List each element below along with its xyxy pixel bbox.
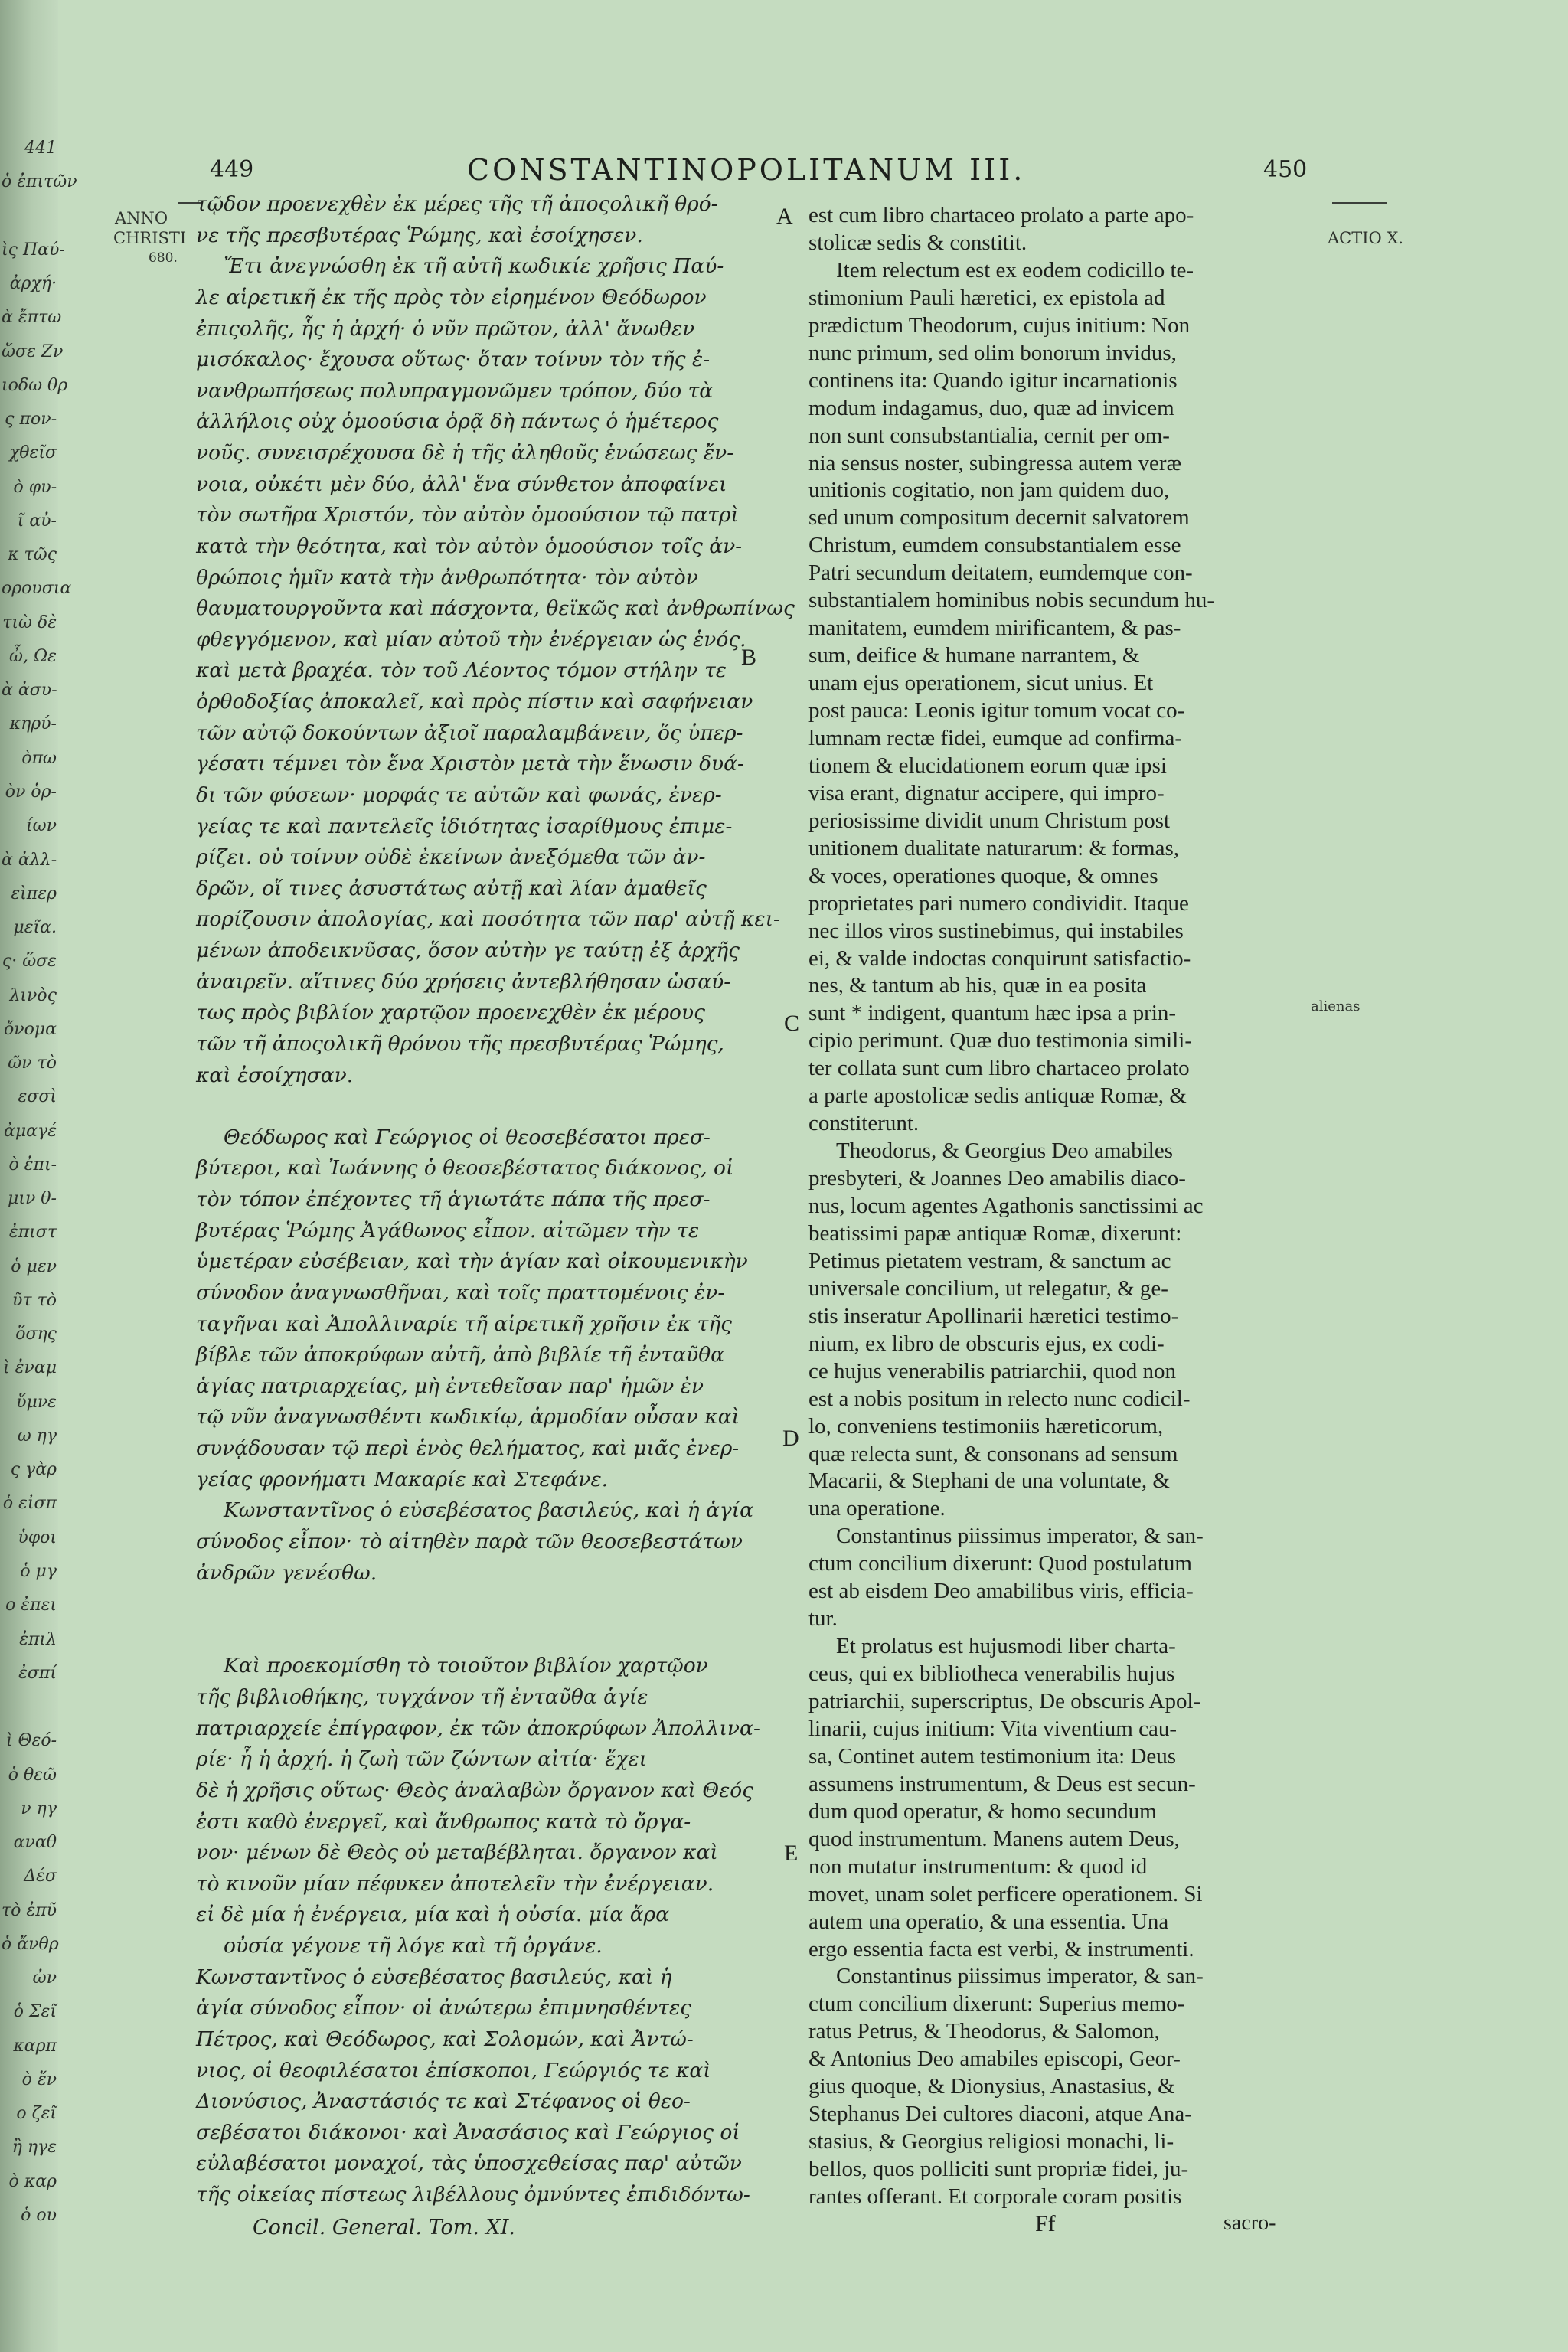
latin-line: stasius, & Georgius religiosi monachi, li- [808,2129,1174,2154]
latin-line: Item relectum est ex eodem codicillo te- [836,258,1194,283]
gutter-line: τιὼ δὲ [2,613,57,632]
gutter-line: λινὸς [9,986,57,1005]
greek-line: σύνοδος εἶπον· τὸ αἰτηθὲν παρὰ τῶν θεοσεβεστάτων [196,1530,743,1553]
gutter-line: ἐπιστ [8,1223,57,1242]
greek-line: εἰ δὲ μία ἡ ἐνέργεια, μία καὶ ἡ οὐσία. μία ἄρα [196,1903,670,1926]
greek-line: νοῦς. συνεισρέχουσα δὲ ἡ τῆς ἀληθοῦς ἑνώσεως ἔν- [196,441,734,465]
greek-line: βυτέρας Ῥώμης Ἀγάθωνος εἶπον. αἰτῶμεν τὴν τε [196,1219,700,1243]
greek-line: δὲ ἡ χρῆσις οὕτως· Θεὸς ἀναλαβὼν ὄργανον καὶ Θεός [196,1779,754,1802]
gutter-line: ν ηγ [21,1799,57,1818]
greek-line: σεβέσατοι διάκονοι· καὶ Ἀνασάσιος καὶ Γεώργιος οἱ [196,2121,740,2145]
gutter-line: ὁ μγ [20,1562,57,1581]
latin-line: visa erant, dignatur accipere, qui impro- [808,781,1165,805]
greek-line: ὀρθοδοξίας ἀποκαλεῖ, καὶ πρὸς πίστιν καὶ σαφήνειαν [196,690,753,714]
gutter-line: ὸπω [21,749,57,768]
latin-line: universale concilium, ut relegatur, & ge- [808,1276,1168,1301]
latin-line: nium, ex libro de obscuris ejus, ex codi- [808,1331,1165,1356]
greek-line: σύνοδον ἀναγνωσθῆναι, καὶ τοῖς πραττομένοις ἐν- [196,1281,725,1305]
latin-line: prædictum Theodorum, cujus initium: Non [808,313,1191,338]
section-letter-b: B [741,645,757,670]
greek-line: Διονύσιος, Ἀναστάσιός τε καὶ Στέφανος οἱ θεο- [196,2089,691,2113]
gutter-line: ὕμνε [16,1393,57,1412]
section-letter-d: D [782,1426,799,1451]
latin-line: quod instrumentum. Manens autem Deus, [808,1827,1180,1851]
greek-line: συνᾴδουσαν τῷ περὶ ἑνὸς θελήματος, καὶ μιᾶς ἐνερ- [196,1436,740,1460]
gutter-line: ίων [26,816,57,835]
gutter-line: ὰ ἀλλ- [2,851,57,870]
greek-line: ἀνδρῶν γενέσθω. [196,1561,377,1585]
latin-line: continens ita: Quando igitur incarnationis [808,368,1178,393]
greek-line: νανθρωπήσεως πολυπραγμονῶμεν τρόπον, δύο τὰ [196,379,714,403]
latin-line: substantialem hominibus nobis secundum hu- [808,588,1215,612]
greek-line: γείας τε καὶ παντελεῖς ἰδιότητας ἰσαρίθμους ἐπιμε- [196,815,733,838]
gutter-line: ὁ Σεῖ [13,2002,57,2021]
gutter-line: μεῖα. [13,918,57,937]
gutter-line: ὶς Παύ- [2,240,65,260]
margin-rule-right [1332,202,1387,204]
section-letter-e: E [784,1841,799,1866]
gutter-line: ὁ θεῶ [8,1766,57,1785]
latin-line: Constantinus piissimus imperator, & san- [836,1964,1204,1988]
gutter-line: κ τῶς [8,545,57,564]
marginal-gloss: alienas [1311,998,1361,1014]
greek-line: τῶν αὐτῷ δοκούντων ἀξιοῖ παραλαμβάνειν, ὅς ὑπερ- [196,721,743,745]
gutter-line: ὁ ἐπιτῶν [2,172,77,191]
greek-line: Ἔτι ἀνεγνώσθη ἐκ τῆ αὐτῆ κωδικίε χρῆσις Παύ- [224,254,724,278]
latin-line: proprietates pari numero condividit. Itaque [808,891,1189,916]
latin-line: una operatione. [808,1496,946,1521]
greek-line: ἐπιςολῆς, ἧς ἡ ἀρχή· ὁ νῦν πρῶτον, ἀλλ' ἄνωθεν [196,317,695,341]
latin-line: rantes offerant. Et corporale coram positis [808,2184,1182,2209]
gutter-line: ῦτ τὸ [12,1291,57,1310]
latin-line: unitionis cogitatio, non jam quidem duo, [808,478,1170,502]
gutter-line: ὥσε Ζν [2,342,64,361]
gutter-line: ἐπιλ [19,1630,57,1649]
greek-line: νον· μένων δὲ Θεὸς οὐ μεταβέβληται. ὄργανον καὶ [196,1841,718,1864]
latin-line: lo, conveniens testimoniis hæreticorum, [808,1414,1164,1439]
latin-line: stimonium Pauli hæretici, ex epistola ad [808,286,1165,310]
greek-line: ἁγία σύνοδος εἶπον· οἱ ἀνώτερω ἐπιμνησθέντες [196,1996,692,2020]
greek-line: τῶν τῆ ἀποςολικῆ θρόνου τῆς πρεσβυτέρας Ῥώμης, [196,1032,724,1056]
actio-label: ACTIO X. [1328,229,1404,247]
year-label-number: 680. [149,250,178,266]
latin-line: assumens instrumentum, & Deus est secun- [808,1772,1196,1796]
latin-line: sed unum compositum decernit salvatorem [808,505,1190,530]
gutter-line: Δέσ [24,1867,57,1886]
gutter-line: ὁ ου [21,2206,57,2225]
latin-line: stis inseratur Apollinarii hæretici testimo- [808,1304,1179,1328]
year-label-christi: CHRISTI [113,229,187,247]
greek-line: ρίε· ἧ ἡ ἀρχή. ἡ ζωὴ τῶν ζώντων αἰτία· ἔχει [196,1747,648,1771]
gutter-line: ς πον- [5,410,57,429]
latin-line: ctum concilium dixerunt: Superius memo- [808,1991,1185,2016]
greek-line: ταγῆναι καὶ Ἀπολλιναρίε τῆ αἱρετικῆ χρῆσιν ἐκ τῆς [196,1312,732,1336]
latin-line: modum indagamus, duo, quæ ad invicem [808,396,1174,420]
gutter-line: ἀμαγέ [4,1122,57,1141]
gutter-line: ὸν ὁρ- [5,782,57,802]
latin-line: a parte apostolicæ sedis antiquæ Romæ, & [808,1083,1187,1108]
greek-line: βύτεροι, καὶ Ἰωάννης ὁ θεοσεβέστατος διάκονος, οἱ [196,1156,734,1180]
latin-line: unitionem dualitate naturarum: & formas, [808,836,1180,861]
gutter-line: μιν θ- [8,1189,57,1208]
greek-line: Καὶ προεκομίσθη τὸ τοιοῦτον βιβλίον χαρτῷον [224,1654,708,1677]
latin-line: linarii, cujus initium: Vita viventium cau- [808,1717,1177,1741]
greek-line: θαυματουργοῦντα καὶ πάσχοντα, θεϊκῶς καὶ ἀνθρωπίνως [196,596,795,620]
latin-line: movet, unam solet perficere operationem. Si [808,1882,1203,1906]
latin-line: Petimus pietatem vestram, & sanctum ac [808,1249,1171,1273]
greek-line: ἀναιρεῖν. αἵτινες δύο χρήσεις ἀντεβλήθησαν ὡσαύ- [196,970,731,994]
greek-line: γέσατι τέμνει τὸν ἕνα Χριστὸν μετὰ τὴν ἕνωσιν δυά- [196,752,744,776]
latin-line: est cum libro chartaceo prolato a parte apo- [808,203,1194,227]
gutter-line: ὄνομα [3,1020,57,1039]
latin-line: Et prolatus est hujusmodi liber charta- [836,1634,1176,1658]
gutter-line: ὰ ἀσυ- [2,681,57,700]
gutter-line: ὰ ἔπτω [2,308,62,327]
latin-line: cipio perimunt. Quæ duo testimonia simili- [808,1028,1193,1053]
running-title: CONSTANTINOPOLITANUM III. [467,153,1026,187]
greek-line: πορίζουσιν ἀπολογίας, καὶ ποσότητα τῶν παρ' αὐτῇ κει- [196,907,780,931]
latin-line: & voces, operationes quoque, & omnes [808,864,1158,888]
greek-line: θρώποις ἡμῖν κατὰ τὴν ἀνθρωπότητα· τὸν αὐτὸν [196,566,698,590]
greek-line: Κωνσταντῖνος ὁ εὐσεβέσατος βασιλεύς, καὶ ἡ ἁγία [224,1498,753,1522]
gutter-line: ορουσια [2,579,72,598]
latin-line: & Antonius Deo amabiles episcopi, Geor- [808,2047,1181,2071]
greek-line: ὑμετέραν εὐσέβειαν, καὶ τὴν ἁγίαν καὶ οἰκουμενικὴν [196,1250,748,1273]
greek-line: τὸν σωτῆρα Χριστόν, τὸν αὐτὸν ὁμοούσιον τῷ πατρὶ [196,503,739,527]
section-letter-c: C [784,1011,800,1036]
latin-line: ter collata sunt cum libro chartaceo prolato [808,1056,1190,1080]
section-letter-a: A [776,204,793,229]
greek-line: εὐλαβέσατοι μοναχοί, τὰς ὑποσχεθείσας παρ' αὐτῶν [196,2151,742,2175]
gutter-line: ὦ, Ωε [9,647,57,666]
gutter-line: ἐσπί [18,1664,57,1683]
gutter-line: αναθ [13,1833,57,1852]
right-page-number: 450 [1263,156,1308,183]
latin-line: ei, & valde indoctas conquirunt satisfactio- [808,946,1191,971]
greek-line: γείας φρονήματι Μακαρίε καὶ Στεφάνε. [196,1468,609,1491]
year-label-anno: ANNO [115,209,168,227]
latin-line: post pauca: Leonis igitur tomum vocat co- [808,698,1185,723]
gutter-line: εσσὶ [18,1087,57,1106]
greek-line: βίβλε τῶν ἀποκρύφων αὐτῆ, ἀπὸ βιβλίε τῆ ἐνταῦθα [196,1343,725,1367]
gutter-line: ο ἐπει [5,1596,57,1615]
gutter-line: ὁ μεν [11,1257,57,1276]
facing-page-edge [0,0,77,2352]
greek-line: δρῶν, οἵ τινες ἀσυστάτως αὐτῇ καὶ λίαν ἀμαθεῖς [196,877,707,900]
latin-line: tionem & elucidationem eorum quæ ipsi [808,753,1167,778]
latin-line: periosissime dividit unum Christum post [808,808,1171,833]
gutter-line: ῶν τὸ [8,1054,57,1073]
greek-line: οὐσία γέγονε τῆ λόγε καὶ τῆ ὀργάνε. [224,1934,603,1958]
greek-line: καὶ ἐσοίχησαν. [196,1063,354,1087]
greek-line: πατριαρχείε ἐπίγραφον, ἐκ τῶν ἀποκρύφων Ἀπολλινα- [196,1717,760,1740]
latin-line: Christum, eumdem consubstantialem esse [808,533,1181,557]
latin-line: unam ejus operationem, sicut unius. Et [808,671,1154,695]
gutter-line: ὸ ἐπι- [8,1155,57,1174]
greek-line: φθεγγόμενον, καὶ μίαν αὐτοῦ τὴν ἐνέργειαν ὡς ἑνός. [196,628,746,652]
latin-line: quæ relecta sunt, & consonans ad sensum [808,1442,1178,1466]
latin-line: Theodorus, & Georgius Deo amabiles [836,1138,1174,1163]
greek-line: νιος, οἱ θεοφιλέσατοι ἐπίσκοποι, Γεώργιός τε καὶ [196,2059,711,2082]
latin-line: autem una operatio, & una essentia. Una [808,1909,1169,1934]
latin-line: ctum concilium dixerunt: Quod postulatum [808,1551,1192,1576]
greek-line: ἐστι καθὸ ἐνεργεῖ, καὶ ἄνθρωπος κατὰ τὸ ὄργα- [196,1810,691,1834]
gutter-line: ς γὰρ [10,1460,57,1479]
latin-line: Stephanus Dei cultores diaconi, atque Ana- [808,2102,1192,2126]
latin-line: patriarchii, superscriptus, De obscuris Apol- [808,1689,1201,1713]
gutter-line: ιοδω θρ [2,376,68,395]
latin-line: Macarii, & Stephani de una voluntate, & [808,1468,1170,1493]
latin-line: nus, locum agentes Agathonis sanctissimi ac [808,1194,1204,1218]
latin-line: dum quod operatur, & homo secundum [808,1799,1157,1824]
gutter-line: τὸ ἐπῦ [2,1901,57,1920]
greek-line: μισόκαλος· ἔχουσα οὕτως· ὅταν τοίνυν τὸν τῆς ἐ- [196,348,710,371]
gutter-line: καρπ [13,2037,57,2056]
gutter-line: ὑφοι [18,1528,57,1547]
catchword: sacro- [1223,2211,1276,2235]
gutter-line: ὁ ἄνθρ [2,1935,59,1954]
greek-line: λε αἱρετικῆ ἐκ τῆς πρὸς τὸν εἰρημένον Θεόδωρον [196,286,707,309]
latin-line: sum, deifice & humane narrantem, & [808,643,1140,668]
greek-line: τως πρὸς βιβλίον χαρτῷον προενεχθὲν ἐκ μέρους [196,1001,705,1024]
gutter-line: ὸ ἕν [21,2070,57,2089]
greek-line: ἀλλήλοις οὐχ ὁμοούσια ὁρᾷ δὴ πάντως ὁ ἡμέτερος [196,410,719,433]
gutter-line: κηρύ- [9,714,57,733]
latin-line: gius quoque, & Dionysius, Anastasius, & [808,2074,1175,2099]
greek-line: τῷ νῦν ἀναγνωσθέντι κωδικίῳ, ἁρμοδίαν οὖσαν καὶ [196,1405,740,1429]
latin-line: sunt * indigent, quantum hæc ipsa a prin- [808,1001,1177,1025]
latin-line: ce hujus venerabilis patriarchii, quod non [808,1359,1176,1383]
gutter-line: ο ζεῖ [16,2104,57,2123]
greek-line: Πέτρος, καὶ Θεόδωρος, καὶ Σολομών, καὶ Ἀντώ- [196,2027,694,2051]
greek-line: μένων ἀποδεικνῦσας, ὅσον αὐτὴν γε ταύτῃ ἐξ ἀρχῆς [196,939,740,962]
greek-line: τὸ κινοῦν μίαν πέφυκεν ἀποτελεῖν τὴν ἐνέργειαν. [196,1872,714,1896]
greek-line: Κωνσταντῖνος ὁ εὐσεβέσατος βασιλεύς, καὶ ἡ [196,1965,672,1989]
latin-line: nia sensus noster, subingressa autem veræ [808,451,1181,475]
greek-line: Θεόδωρος καὶ Γεώργιος οἱ θεοσεβέσατοι πρεσ- [224,1125,711,1149]
gutter-line: ἢ ηγε [11,2138,57,2157]
signature-mark: Ff [1035,2211,1056,2236]
greek-line: κατὰ τὴν θεότητα, καὶ τὸν αὐτὸν ὁμοούσιον τοῖς ἀν- [196,534,743,558]
latin-line: tur. [808,1606,838,1631]
gutter-line: ὁ εἰσπ [2,1494,57,1513]
latin-line: constiterunt. [808,1111,920,1135]
latin-line: nes, & tantum ab his, quæ in ea posita [808,973,1147,998]
gutter-line: ὅσης [15,1325,57,1344]
greek-line: τῆς οἰκείας πίστεως λιβέλλους ὀμνύντες ἐπιδιδόντω- [196,2183,750,2207]
gutter-line: ῖ αὐ- [17,511,57,531]
latin-line: manitatem, eumdem mirificantem, & pas- [808,616,1181,640]
latin-line: nec illos viros sustinebimus, qui instabiles [808,919,1184,943]
latin-line: ratus Petrus, & Theodorus, & Salomon, [808,2019,1160,2043]
gutter-line: ὸ καρ [8,2172,57,2191]
gutter-line: ς· ὥσε [2,952,57,971]
greek-line: ρίζει. οὐ τοίνυν οὐδὲ ἐκείνων ἀνεξόμεθα τῶν ἀν- [196,845,706,869]
gutter-line: ἀρχή· [9,274,57,293]
latin-line: ceus, qui ex bibliotheca venerabilis hujus [808,1661,1175,1686]
latin-line: presbyteri, & Joannes Deo amabilis diaco- [808,1166,1186,1191]
greek-line: τὸν τόπον ἐπέχοντες τῆ ἁγιωτάτε πάπα τῆς πρεσ- [196,1187,710,1211]
latin-line: non mutatur instrumentum: & quod id [808,1854,1148,1879]
greek-line: τῷδον προενεχθὲν ἐκ μέρες τῆς τῆ ἀποςολικῆ θρό- [196,192,718,216]
gutter-line: ὶ ἐναμ [3,1358,57,1377]
latin-line: bellos, quos polliciti sunt propriæ fidei, ju- [808,2157,1189,2181]
latin-line: est a nobis positum in relecto nunc codicil- [808,1387,1191,1411]
latin-line: non sunt consubstantialia, cernit per om- [808,423,1170,448]
gutter-line: 441 [24,139,57,158]
gutter-line: ὠν [32,1968,57,1988]
latin-line: stolicæ sedis & constitit. [808,230,1027,255]
greek-line: νοια, οὐκέτι μὲν δύο, ἀλλ' ἕνα σύνθετον ἀποφαίνει [196,472,727,496]
gutter-line: ὸ φυ- [13,478,57,497]
gutter-line: ὶ Θεό- [5,1731,57,1750]
latin-line: beatissimi papæ antiquæ Romæ, dixerunt: [808,1221,1182,1246]
latin-line: ergo essentia facta est verbi, & instrumenti. [808,1937,1194,1962]
latin-line: Constantinus piissimus imperator, & san- [836,1524,1204,1548]
latin-line: est ab eisdem Deo amabilibus viris, efficia- [808,1579,1194,1603]
greek-line: δι τῶν φύσεων· μορφάς τε αὐτῶν καὶ φωνάς, ἐνερ- [196,783,722,807]
volume-footer: Concil. General. Tom. XI. [253,2216,515,2239]
greek-line: τῆς βιβλιοθήκης, τυγχάνον τῆ ἐνταῦθα ἁγίε [196,1685,648,1709]
latin-line: nunc primum, sed olim bonorum invidus, [808,341,1177,365]
latin-line: sa, Continet autem testimonium ita: Deus [808,1744,1177,1769]
greek-line: νε τῆς πρεσβυτέρας Ῥώμης, καὶ ἐσοίχησεν. [196,224,643,247]
left-page-number: 449 [210,156,254,183]
gutter-line: ω ηγ [17,1426,57,1446]
gutter-line: χθεῖσ [8,443,57,462]
greek-line: ἁγίας πατριαρχείας, μὴ ἐντεθεῖσαν παρ' ἡμῶν ἐν [196,1374,704,1398]
gutter-line: εὶπερ [11,884,57,903]
latin-line: lumnam rectæ fidei, eumque ad confirma- [808,726,1182,750]
latin-line: Patri secundum deitatem, eumdemque con- [808,560,1193,585]
greek-line: καὶ μετὰ βραχέα. τὸν τοῦ Λέοντος τόμον στήλην τε [196,658,727,682]
